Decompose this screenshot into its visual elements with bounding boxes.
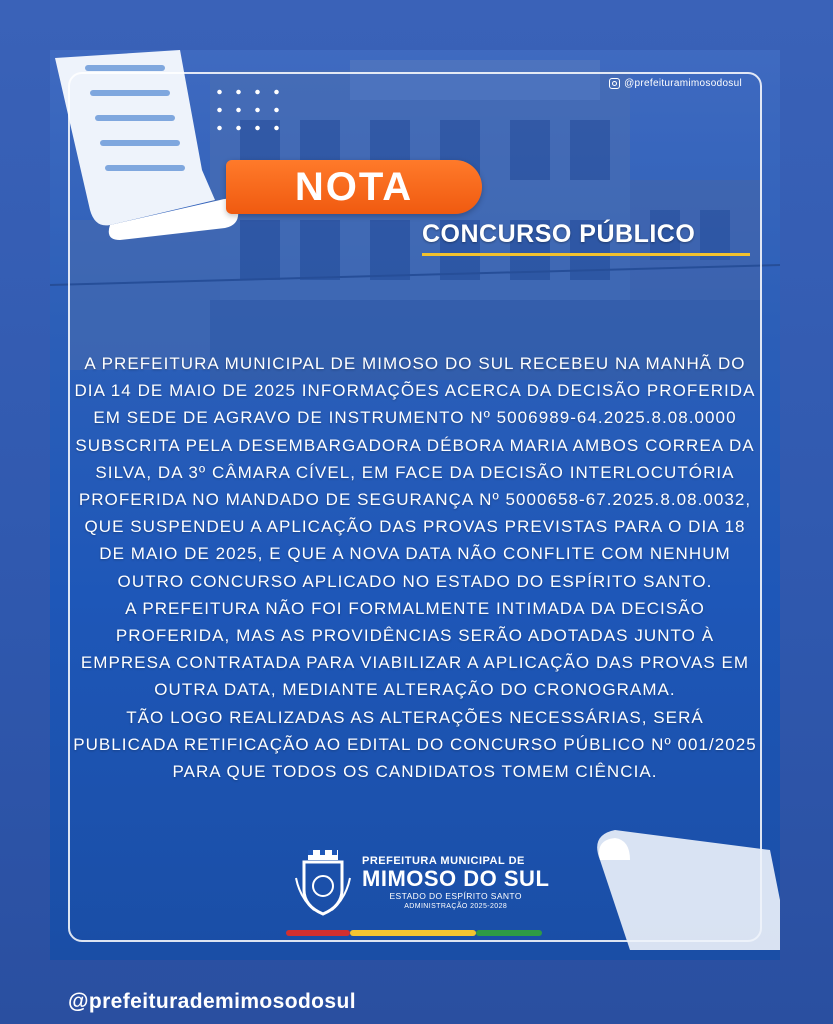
notice-body [72, 350, 758, 785]
instagram-handle [609, 78, 742, 89]
city-logo [294, 848, 549, 918]
caption-handle[interactable]: @prefeiturademimosodosul [68, 990, 356, 1013]
notice-paragraph: TÃO LOGO REALIZADAS AS ALTERAÇÕES NECESSÁRIAS, SERÁ PUBLICADA RETIFICAÇÃO AO EDITAL DO CONCURSO PÚBLICO Nº 001/2025 PARA QUE TODOS OS CANDIDATOS TOMEM CIÊNCIA. [73, 707, 757, 782]
logo-line2: MIMOSO DO SUL [362, 866, 550, 892]
flag-stripe-green [476, 930, 542, 936]
notice-paragraph: A PREFEITURA NÃO FOI FORMALMENTE INTIMADA DA DECISÃO PROFERIDA, MAS AS PROVIDÊNCIAS SERÃO ADOTADAS JUNTO À EMPRESA CONTRATADA PARA VIABILIZAR A APLICAÇÃO DAS PROVAS EM OUTRA DATA, MEDIANTE ALTERAÇÃO DO CRONOGRAMA. [80, 598, 750, 700]
instagram-handle-text: @prefeituramimosodosul [624, 78, 742, 89]
instagram-icon [609, 78, 620, 89]
notice-paragraph: A PREFEITURA MUNICIPAL DE MIMOSO DO SUL RECEBEU NA MANHÃ DO DIA 14 DE MAIO DE 2025 INFORMAÇÕES ACERCA DA DECISÃO PROFERIDA EM SEDE DE AGRAVO DE INSTRUMENTO Nº 5006989-64.2025.8.08.0000 SUBSCRITA PELA DESEMBARGADORA DÉBORA MARIA AMBOS CORREA DA SILVA, DA 3º CÂMARA CÍVEL, EM FACE DA DECISÃO INTERLOCUTÓRIA PROFERIDA NO MANDADO DE SEGURANÇA Nº 5000658-67.2025.8.08.0032, QUE SUSPENDEU A APLICAÇÃO DAS PROVAS PREVISTAS PARA O DIA 18 DE MAIO DE 2025, E QUE A NOVA DATA NÃO CONFLITE COM NENHUM OUTRO CONCURSO APLICADO NO ESTADO DO ESPÍRITO SANTO. [74, 354, 756, 591]
document-icon [590, 830, 780, 950]
flag-stripe-yellow [350, 930, 476, 936]
logo-line3: ESTADO DO ESPÍRITO SANTO [389, 891, 522, 902]
subtitle: CONCURSO PÚBLICO [422, 220, 696, 248]
post-image [50, 50, 780, 960]
logo-line1: PREFEITURA MUNICIPAL DE [362, 855, 525, 868]
nota-badge: NOTA [226, 160, 482, 214]
subtitle-underline [422, 253, 750, 256]
logo-line4: ADMINISTRAÇÃO 2025-2028 [404, 902, 508, 910]
crest-icon [294, 848, 352, 918]
flag-stripe-red [286, 930, 350, 936]
